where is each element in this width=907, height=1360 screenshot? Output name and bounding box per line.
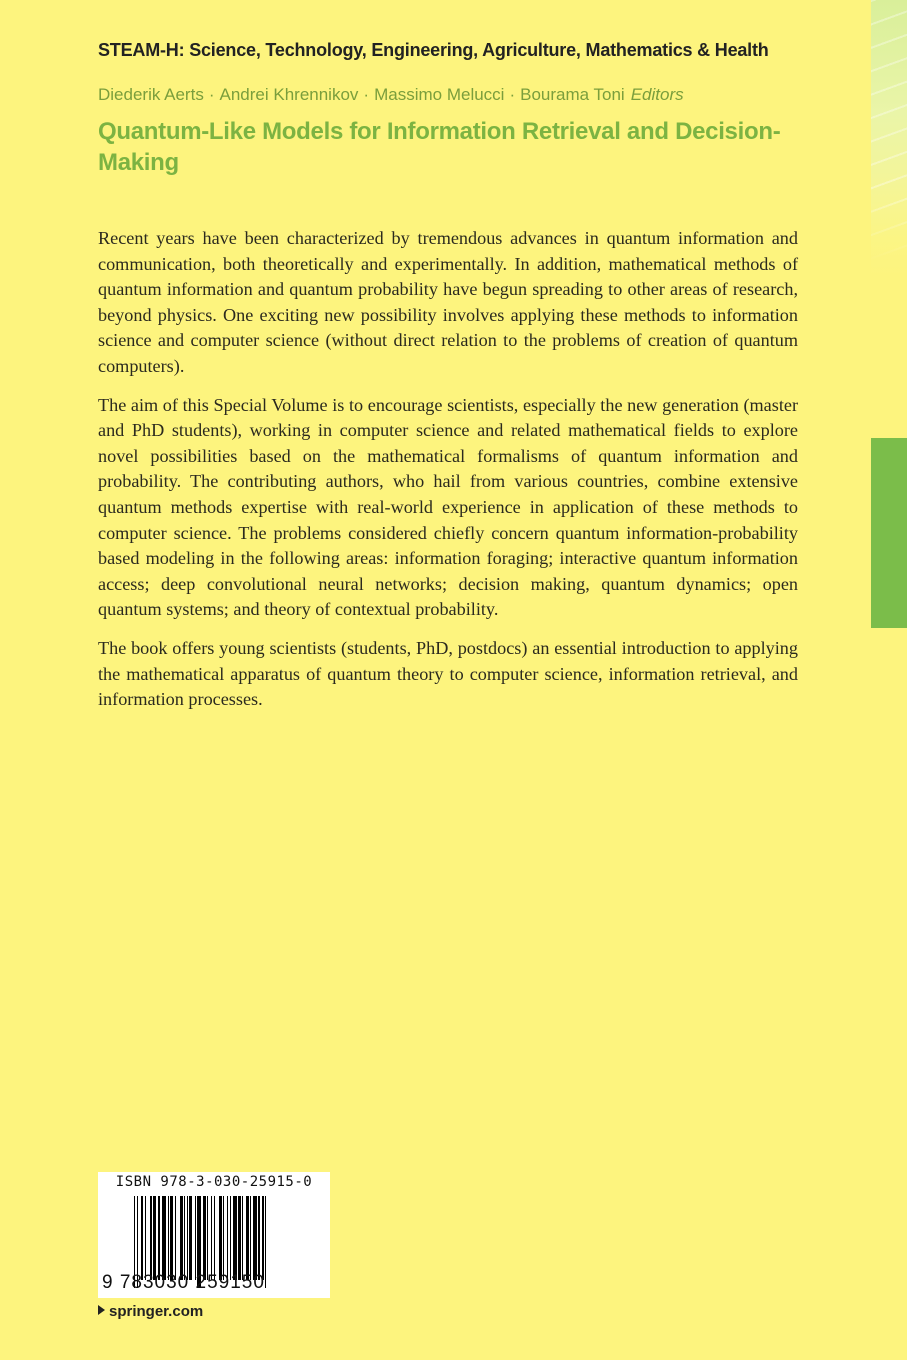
barcode-bar [246,1196,249,1280]
barcode-bar [211,1196,212,1280]
barcode-bar [170,1196,173,1280]
barcode-bar [250,1196,251,1280]
barcode-bar [262,1196,263,1280]
editor-name: Massimo Melucci [374,85,505,104]
barcode-bar [141,1196,144,1280]
barcode-bar [145,1196,146,1280]
barcode-bar [238,1196,241,1280]
barcode-number: 9 783030 259150 [102,1272,265,1293]
barcode-bar [233,1196,237,1280]
barcode [98,1172,330,1298]
publisher-link[interactable] [98,1303,203,1320]
editors-line [98,85,684,105]
series-title: STEAM-H: Science, Technology, Engineering, Agriculture, Mathematics & Health [98,40,769,60]
barcode-bar [158,1196,159,1280]
editor-name: Andrei Khrennikov [219,85,359,104]
barcode-bar [162,1196,166,1280]
arrow-right-icon [98,1305,105,1315]
green-accent-block [871,438,907,628]
blurb-paragraph: The aim of this Special Volume is to encourage scientists, especially the new generation (master and PhD students), working in computer science and related mathematical fields to explore novel possibilities based on the mathematical formalisms of quantum information and probability. The contributing authors, who hail from various countries, combine extensive quantum methods expertise with real-world experience in application of these methods to computer science. The problems considered chiefly concern quantum information-probability based modeling in the following areas: information foraging; interactive quantum information access; deep convolutional neural networks; decision making, quantum dynamics; open quantum systems; and theory of contextual probability. [98,394,798,620]
publisher-url: springer.com [109,1303,204,1320]
barcode-bar [187,1196,188,1280]
editor-name: Diederik Aerts [98,85,204,104]
book-title: Quantum-Like Models for Information Retrieval and Decision-Making [98,118,781,176]
barcode-bar [180,1196,183,1280]
barcode-bar [214,1196,215,1280]
barcode-bar [242,1196,243,1280]
barcode-bar [184,1196,185,1280]
barcode-bar [253,1196,257,1280]
barcode-bar [168,1196,169,1280]
barcode-bar [258,1196,259,1280]
barcode-bar [195,1196,196,1280]
barcode-bars [134,1196,324,1280]
barcode-bar [219,1196,222,1280]
barcode-bar [223,1196,224,1280]
barcode-bar [230,1196,231,1280]
blurb [98,226,798,726]
blurb-paragraph: The book offers young scientists (students, PhD, postdocs) an essential introduction to applying the mathematical apparatus of quantum theory to computer science, information retrieval, and information processes. [98,637,798,710]
barcode-bar [227,1196,228,1280]
editor-separator: · [208,85,215,104]
barcode-bar [189,1196,192,1280]
isbn-label: ISBN 978-3-030-25915-0 [115,1174,313,1190]
barcode-bar [153,1196,156,1280]
editor-name: Bourama Toni [520,85,625,104]
barcode-bar [150,1196,151,1280]
barcode-bar [203,1196,206,1280]
editor-separator: · [509,85,516,104]
blurb-paragraph: Recent years have been characterized by tremendous advances in quantum information and communication, both theoretically and experimentally. In addition, mathematical methods of quantum information and quantum probability have begun spreading to other areas of research, beyond physics. One exciting new possibility involves applying these methods to information science and computer science (without direct relation to the problems of creation of quantum computers). [98,228,798,376]
editor-separator: · [363,85,370,104]
editors-role: Editors [630,85,684,104]
barcode-bar [175,1196,176,1280]
barcode-bar [207,1196,208,1280]
